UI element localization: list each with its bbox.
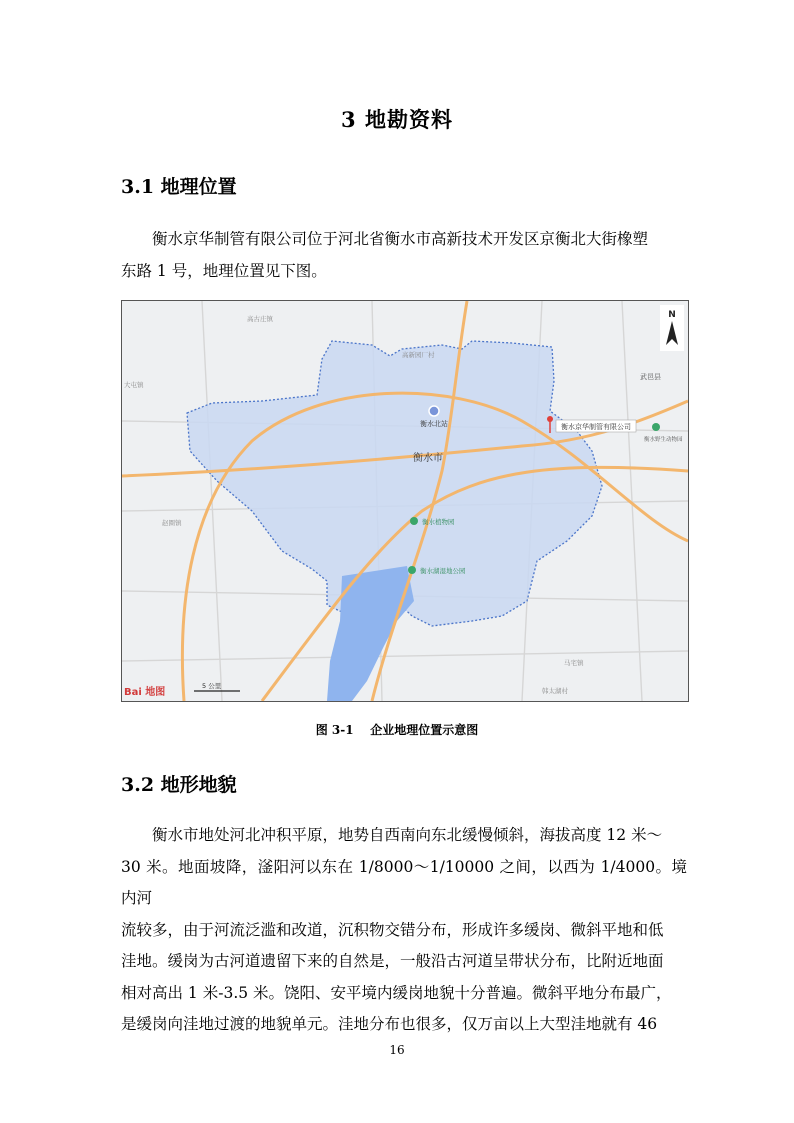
poi-wetland-park: 衡水湖湿地公园 — [420, 567, 466, 575]
poi-village: 韩太湖村 — [542, 687, 568, 695]
paragraph-line: 洼地。缓岗为古河道遗留下来的自然是，一般沿古河道呈带状分布，比附近地面 — [121, 952, 664, 970]
poi-town: 大屯镇 — [124, 381, 144, 389]
park-icon — [408, 566, 416, 574]
station-label: 衡水北站 — [420, 420, 448, 428]
section-title-terrain: 3.2 地形地貌 — [121, 774, 237, 796]
chapter-title: 3 地勘资料 — [341, 107, 453, 132]
poi-town: 马宅镇 — [564, 659, 584, 667]
company-label: 衡水京华制管有限公司 — [561, 423, 631, 431]
scale-label: 5 公里 — [202, 682, 222, 690]
location-paragraph — [121, 224, 687, 287]
map-graphic — [122, 301, 688, 701]
park-icon — [410, 517, 418, 525]
baidu-logo: Bai 地图 — [124, 687, 166, 698]
company-pin-icon — [547, 416, 553, 422]
paragraph-line: 相对高出 1 米-3.5 米。饶阳、安平境内缓岗地貌十分普遍。微斜平地分布最广， — [121, 983, 672, 1002]
poi-wuyi: 武邑县 — [640, 373, 661, 381]
page-number: 16 — [389, 1043, 405, 1057]
terrain-paragraph — [121, 820, 687, 1041]
location-map — [121, 300, 689, 702]
north-label: N — [668, 310, 676, 320]
paragraph-line: 30 米。地面坡降，滏阳河以东在 1/8000～1/10000 之间，以西为 1/4000。境内河 — [121, 857, 687, 907]
poi-village: 高新园厂村 — [402, 351, 435, 359]
paragraph-line: 是缓岗向洼地过渡的地貌单元。洼地分布也很多，仅万亩以上大型洼地就有 46 — [121, 1015, 658, 1033]
section-title-location: 3.1 地理位置 — [121, 176, 237, 198]
poi-town: 高古庄镇 — [247, 315, 273, 323]
poi-botanical-garden: 衡水植物园 — [422, 518, 455, 526]
city-label: 衡水市 — [413, 453, 443, 464]
poi-zoo: 衡水野生动物园 — [644, 437, 683, 443]
paragraph-line: 衡水市地处河北冲积平原，地势自西南向东北缓慢倾斜，海拔高度 12 米～ — [152, 826, 663, 844]
zoo-icon — [652, 423, 660, 431]
figure-caption: 图 3-1 企业地理位置示意图 — [315, 723, 479, 737]
paragraph-line: 流较多，由于河流泛滥和改道，沉积物交错分布，形成许多缓岗、微斜平地和低 — [121, 920, 664, 939]
poi-town: 赵圈镇 — [162, 519, 182, 527]
paragraph-line: 衡水京华制管有限公司位于河北省衡水市高新技术开发区京衡北大街橡塑 — [152, 230, 649, 248]
paragraph-line: 东路 1 号，地理位置见下图。 — [121, 261, 327, 280]
station-icon — [429, 406, 439, 416]
